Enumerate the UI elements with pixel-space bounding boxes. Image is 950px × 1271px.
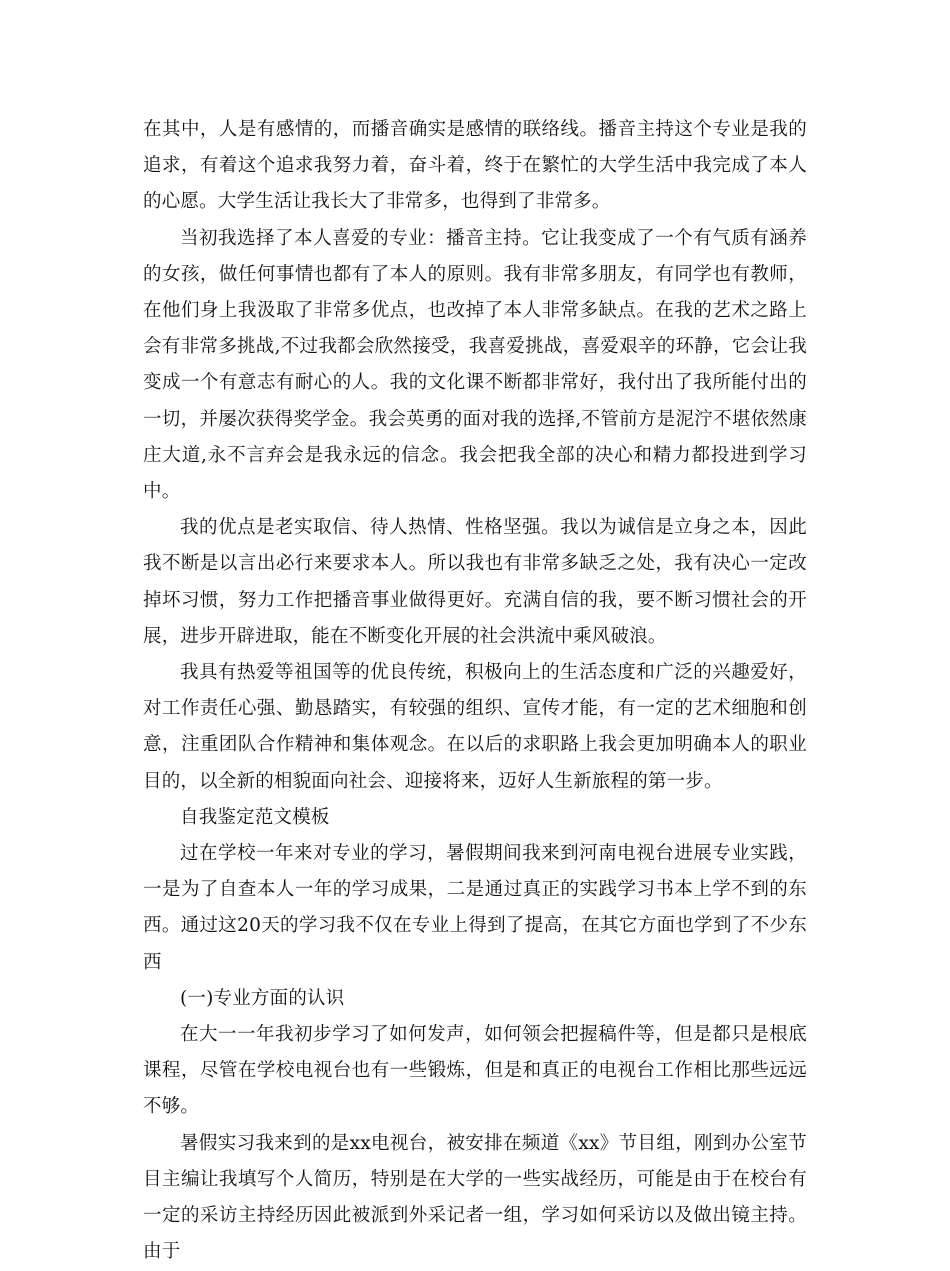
paragraph-1: 在其中，人是有感情的，而播音确实是感情的联络线。播音主持这个专业是我的追求，有着这个追求我努力着，奋斗着，终于在繁忙的大学生活中我完成了本人的心愿。大学生活让我长大了非常多，也得到了非常多。 bbox=[143, 119, 807, 213]
paragraph-4: 我具有热爱等祖国等的优良传统，积极向上的生活态度和广泛的兴趣爱好，对工作责任心强、勤恳踏实，有较强的组织、宣传才能，有一定的艺术细胞和创意，注重团队合作精神和集体观念。在以后的求职路上我会更加明确本人的职业目的，以全新的相貌面向社会、迎接将来，迈好人生新旅程的第一步。 bbox=[143, 662, 807, 792]
paragraph-7: 暑假实习我来到的是xx电视台，被安排在频道《xx》节目组，刚到办公室节目主编让我填写个人简历，特别是在大学的一些实战经历，可能是由于在校台有一定的采访主持经历因此被派到外采记者一组，学习如何采访以及做出镜主持。由于 bbox=[143, 1132, 807, 1263]
document-body bbox=[143, 112, 807, 1271]
subsection-title-professional: (一)专业方面的认识 bbox=[180, 987, 345, 1009]
paragraph-5: 过在学校一年来对专业的学习，暑假期间我来到河南电视台进展专业实践，一是为了自查本人一年的学习成果，二是通过真正的实践学习书本上学不到的东西。通过这20天的学习我不仅在专业上得到了提高，在其它方面也学到了不少东西 bbox=[143, 843, 807, 973]
paragraph-6: 在大一一年我初步学习了如何发声，如何领会把握稿件等，但是都只是根底课程，尽管在学校电视台也有一些锻炼，但是和真正的电视台工作相比那些远远不够。 bbox=[143, 1024, 807, 1118]
section-title-template: 自我鉴定范文模板 bbox=[180, 806, 330, 828]
paragraph-3: 我的优点是老实取信、待人热情、性格坚强。我以为诚信是立身之本，因此我不断是以言出必行来要求本人。所以我也有非常多缺乏之处，我有决心一定改掉坏习惯，努力工作把播音事业做得更好。充满自信的我，要不断习惯社会的开展，进步开辟进取，能在不断变化开展的社会洪流中乘风破浪。 bbox=[143, 517, 807, 647]
paragraph-2: 当初我选择了本人喜爱的专业：播音主持。它让我变成了一个有气质有涵养的女孩，做任何事情也都有了本人的原则。我有非常多朋友，有同学也有教师，在他们身上我汲取了非常多优点，也改掉了本人非常多缺点。在我的艺术之路上会有非常多挑战,不过我都会欣然接受，我喜爱挑战，喜爱艰辛的环静，它会让我变成一个有意志有耐心的人。我的文化课不断都非常好，我付出了我所能付出的一切，并屡次获得奖学金。我会英勇的面对我的选择,不管前方是泥泞不堪依然康庄大道,永不言弃会是我永远的信念。我会把我全部的决心和精力都投进到学习中。 bbox=[143, 227, 807, 503]
